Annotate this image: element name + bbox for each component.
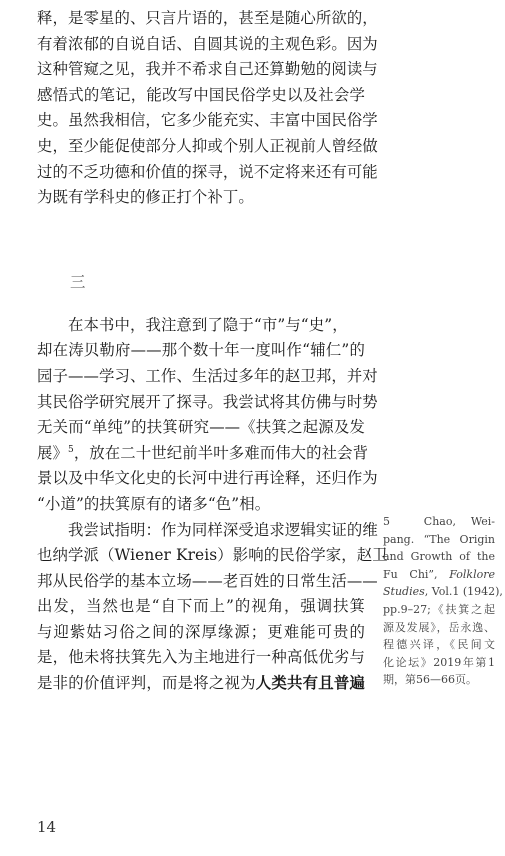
text-line: 邦从民俗学的基本立场——老百姓的日常生活—— <box>37 571 378 590</box>
text-line-with-footnote-ref <box>37 441 369 467</box>
text-span: 展》 <box>37 443 68 462</box>
text-line: 园子——学习、工作、生活过多年的赵卫邦，并对 <box>37 366 378 385</box>
paragraph-2 <box>37 313 378 518</box>
text-line: “小道”的扶箕原有的诸多“色”相。 <box>37 494 271 513</box>
text-span: ，放在二十世纪前半叶多难而伟大的社会背 <box>73 443 369 462</box>
footnote-line: 程德兴译，《民间文 <box>383 638 495 652</box>
footnote-line: pang. “The Origin <box>383 532 495 546</box>
paragraph-3 <box>37 518 388 697</box>
page-number: 14 <box>37 818 57 836</box>
text-line: 史，至少能促使部分人抑或个别人正视前人曾经做 <box>37 136 378 155</box>
footnote-line: pp.9–27;《扶箕之起 <box>383 602 495 616</box>
section-gap <box>37 211 365 313</box>
text-line: 感悟式的笔记，能改写中国民俗学史以及社会学 <box>37 85 365 104</box>
text-span: Fu Chi”, <box>383 567 438 581</box>
footnote-line: 5 Chao, Wei- <box>383 515 495 528</box>
footnote <box>383 513 503 689</box>
journal-title: Folklore <box>449 567 496 581</box>
text-line: 史。虽然我相信，它多少能充实、丰富中国民俗学 <box>37 111 378 130</box>
footnote-line <box>383 583 503 601</box>
text-line: 却在涛贝勒府——那个数十年一度叫作“辅仁”的 <box>37 341 365 360</box>
footnote-line: 化论坛》2019年第1 <box>383 655 495 669</box>
footnote-line <box>383 566 495 584</box>
footnote-line: 期，第56—66页。 <box>383 673 477 687</box>
section-heading: 三 <box>70 273 86 291</box>
text-line: 景以及中华文化史的长河中进行再诠释，还归作为 <box>37 469 378 488</box>
text-line: 是，他未将扶箕先入为主地进行一种高低优劣与 <box>37 648 365 667</box>
footnote-line: 源及发展》，岳永逸、 <box>383 620 495 634</box>
text-line: 在本书中，我注意到了隐于“市”与“史”， <box>68 315 348 334</box>
text-span: , Vol.1 (1942), <box>424 585 503 599</box>
text-line: 这种管窥之见，我并不希求自己还算勤勉的阅读与 <box>37 60 378 79</box>
text-line: 释，是零星的、只言片语的，甚至是随心所欲的， <box>37 9 378 27</box>
text-line: 也纳学派（Wiener Kreis）影响的民俗学家，赵卫 <box>37 546 388 565</box>
text-line <box>37 671 365 697</box>
text-line: 与迎紫姑习俗之间的深厚缘源；更难能可贵的 <box>37 622 365 641</box>
text-line: 有着浓郁的自说自话、自圆其说的主观色彩。因为 <box>37 34 378 53</box>
bold-text-span: 人类共有且普遍 <box>255 674 365 693</box>
text-line: 其民俗学研究展开了探寻。我尝试将其仿佛与时势 <box>37 392 378 411</box>
text-line: 我尝试指明：作为同样深受追求逻辑实证的维 <box>68 520 378 539</box>
footnote-line: and Growth of the <box>383 550 495 564</box>
text-line: 为既有学科史的修正打个补丁。 <box>37 188 254 207</box>
journal-title: Studies <box>383 585 425 599</box>
text-line: 出发，当然也是“自下而上”的视角，强调扶箕 <box>37 597 365 616</box>
body-text <box>37 6 388 697</box>
paragraph-1 <box>37 6 378 211</box>
footnote-marker: 5 <box>67 444 74 455</box>
text-line: 无关而“单纯”的扶箕研究——《扶箕之起源及发 <box>37 418 365 437</box>
text-line: 过的不乏功德和价值的探寻，说不定将来还有可能 <box>37 162 378 181</box>
text-span: 是非的价值评判，而是将之视为 <box>37 674 256 693</box>
